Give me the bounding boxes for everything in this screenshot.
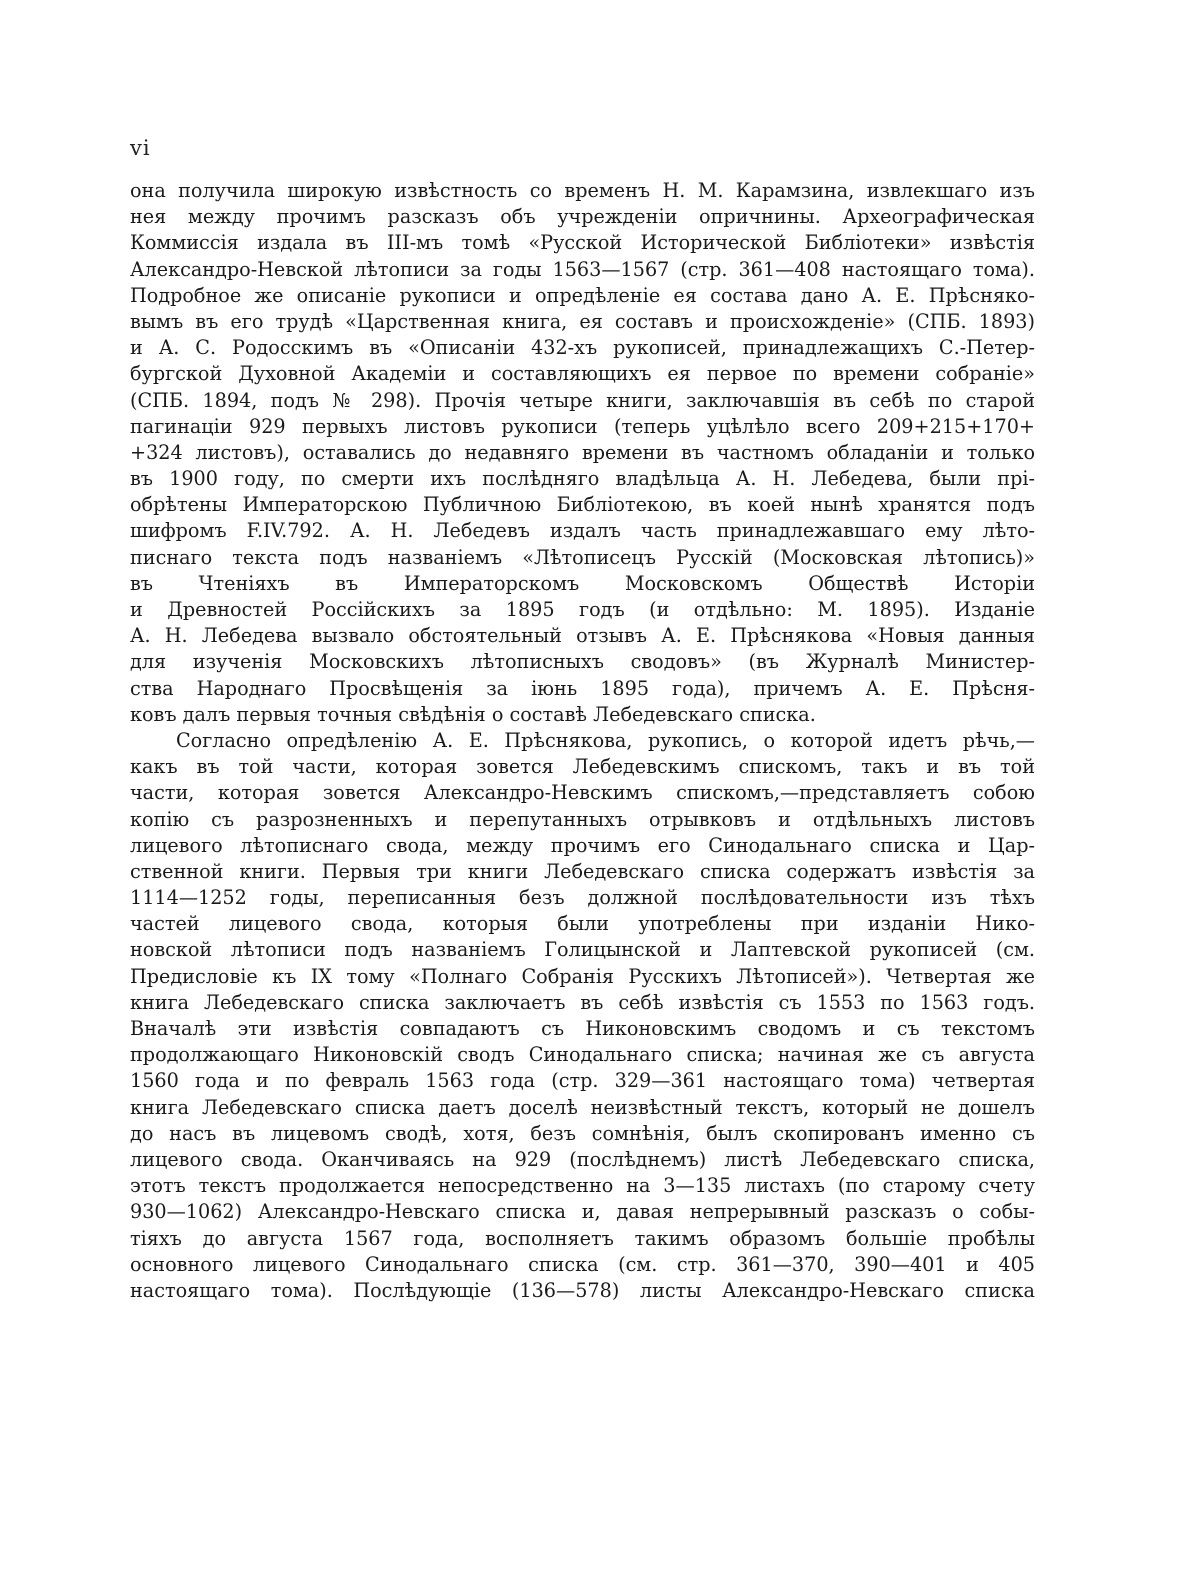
text-line: до насъ въ лицевомъ сводѣ, хотя, безъ сомнѣнія, былъ скопированъ именно съ: [130, 1121, 1035, 1145]
text-line: Коммиссія издала въ III-мъ томѣ «Русской Исторической Библіотеки» извѣстія: [130, 231, 1035, 255]
text-line: ства Народнаго Просвѣщенія за іюнь 1895 года), причемъ А. Е. Прѣсня-: [130, 676, 1035, 700]
text-line: А. Н. Лебедева вызвало обстоятельный отзывъ А. Е. Прѣснякова «Новыя данныя: [130, 624, 1035, 648]
text-line: писнаго текста подъ названіемъ «Лѣтописецъ Русскій (Московская лѣтопись)»: [130, 545, 1035, 569]
text-line: 1114—1252 годы, переписанныя безъ должной послѣдовательности изъ тѣхъ: [130, 886, 1035, 910]
text-line: этотъ текстъ продолжается непосредственно на 3—135 листахъ (по старому счету: [130, 1174, 1035, 1198]
text-line: Александро-Невской лѣтописи за годы 1563—1567 (стр. 361—408 настоящаго тома).: [130, 257, 1035, 281]
text-line: книга Лебедевскаго списка заключаетъ въ себѣ извѣстія съ 1553 по 1563 годъ.: [130, 990, 1035, 1014]
text-line: она получила широкую извѣстность со временъ Н. М. Карамзина, извлекшаго изъ: [130, 179, 1035, 202]
text-line: новской лѣтописи подъ названіемъ Голицынской и Лаптевской рукописей (см.: [130, 938, 1035, 962]
text-line: Согласно опредѣленію А. Е. Прѣснякова, рукопись, о которой идетъ рѣчь,—: [176, 728, 1035, 752]
text-line: въ Чтеніяхъ въ Императорскомъ Московскомъ Обществѣ Исторіи: [130, 571, 1035, 595]
text-line: настоящаго тома). Послѣдующіе (136—578) листы Александро-Невскаго списка: [130, 1278, 1035, 1302]
page-number: vi: [130, 136, 151, 160]
text-line: 1560 года и по февраль 1563 года (стр. 329—361 настоящаго тома) четвертая: [130, 1069, 1035, 1093]
text-line: части, которая зовется Александро-Невскимъ спискомъ,—представляетъ собою: [130, 781, 1035, 805]
text-line: продолжающаго Никоновскій сводъ Синодальнаго списка; начиная же съ августа: [130, 1043, 1035, 1067]
text-line: (СПБ. 1894, подъ № 298). Прочія четыре книги, заключавшія въ себѣ по старой: [130, 388, 1035, 412]
text-line: шифромъ F.IV.792. А. Н. Лебедевъ издалъ часть принадлежавшаго ему лѣто-: [130, 519, 1035, 543]
text-line: обрѣтены Императорскою Публичною Библіотекою, въ коей нынѣ хранятся подъ: [130, 493, 1035, 517]
text-line: 930—1062) Александро-Невскаго списка и, давая непрерывный разсказъ о собы-: [130, 1200, 1035, 1224]
text-line: пагинаціи 929 первыхъ листовъ рукописи (теперь уцѣлѣло всего 209+215+170+: [130, 414, 1035, 438]
text-line: для изученія Московскихъ лѣтописныхъ сводовъ» (въ Журналѣ Министер-: [130, 650, 1035, 674]
body-text: [130, 178, 1035, 1304]
text-line: Подробное же описаніе рукописи и опредѣленіе ея состава дано А. Е. Прѣсняко-: [130, 283, 1035, 307]
text-line: копію съ разрозненныхъ и перепутанныхъ отрывковъ и отдѣльныхъ листовъ: [130, 807, 1035, 831]
text-line: ственной книги. Первыя три книги Лебедевскаго списка содержатъ извѣстія за: [130, 859, 1035, 883]
text-line: бургской Духовной Академіи и составляющихъ ея первое по времени собраніе»: [130, 362, 1035, 386]
text-line: и А. С. Родосскимъ въ «Описаніи 432-хъ рукописей, принадлежащихъ С.-Петер-: [130, 336, 1035, 360]
text-line: лицевого свода. Оканчиваясь на 929 (послѣднемъ) листѣ Лебедевскаго списка,: [130, 1147, 1035, 1171]
text-line: основного лицевого Синодальнаго списка (см. стр. 361—370, 390—401 и 405: [130, 1252, 1035, 1276]
text-line: Предисловіе къ IX тому «Полнаго Собранія Русскихъ Лѣтописей»). Четвертая же: [130, 964, 1035, 988]
text-line: въ 1900 году, по смерти ихъ послѣдняго владѣльца А. Н. Лебедева, были прі-: [130, 467, 1035, 491]
text-line: вымъ въ его трудѣ «Царственная книга, ея составъ и происхожденіе» (СПБ. 1893): [130, 309, 1035, 333]
text-line: тіяхъ до августа 1567 года, восполняетъ такимъ образомъ большіе пробѣлы: [130, 1226, 1035, 1250]
text-line: лицевого лѣтописнаго свода, между прочимъ его Синодальнаго списка и Цар-: [130, 833, 1035, 857]
text-line: Вначалѣ эти извѣстія совпадаютъ съ Никоновскимъ сводомъ и съ текстомъ: [130, 1017, 1035, 1040]
text-line: ковъ далъ первыя точныя свѣдѣнія о составѣ Лебедевскаго списка.: [130, 702, 816, 726]
text-line: какъ въ той части, которая зовется Лебедевскимъ спискомъ, такъ и въ той: [130, 755, 1035, 779]
text-line: книга Лебедевскаго списка даетъ доселѣ неизвѣстный текстъ, который не дошелъ: [130, 1095, 1035, 1119]
text-line: нея между прочимъ разсказъ объ учрежденіи опричнины. Археографическая: [130, 205, 1035, 229]
text-line: и Древностей Россійскихъ за 1895 годъ (и отдѣльно: М. 1895). Изданіе: [130, 598, 1035, 621]
text-line: частей лицевого свода, которыя были употреблены при изданіи Нико-: [130, 912, 1035, 936]
text-line: +324 листовъ), оставались до недавняго времени въ частномъ обладаніи и только: [130, 440, 1035, 464]
